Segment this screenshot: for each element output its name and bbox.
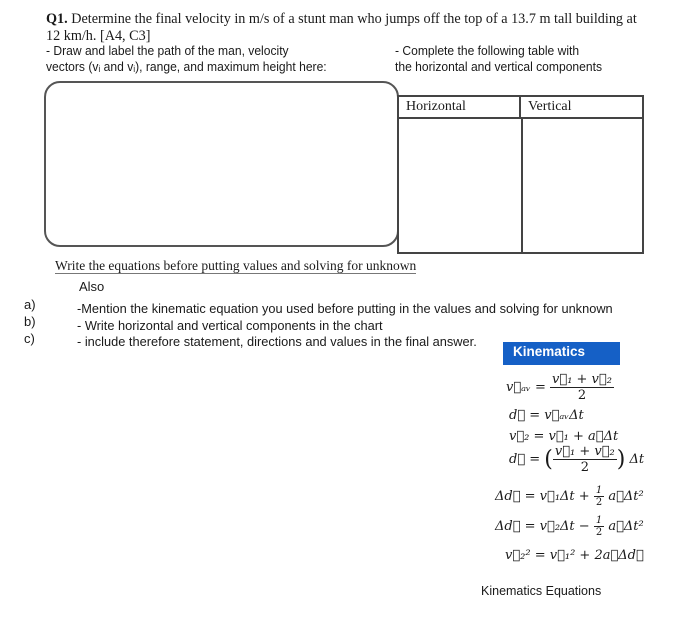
list-letter-a: a) [24, 297, 36, 312]
write-equations-text: Write the equations before putting values and solving for unknown [55, 258, 417, 273]
table-header-horizontal: Horizontal [399, 97, 521, 119]
drawing-instruction-line-2: vectors (vᵢ and vᵢ), range, and maximum height here: [46, 59, 327, 74]
drawing-area[interactable] [44, 81, 399, 247]
question-text: Determine the final velocity in m/s of a stunt man who jumps off the top of a 13.7 m tall building at 12 km/h. [A4, C3] [46, 11, 637, 44]
eq4-fraction [553, 444, 617, 475]
eq1-denominator: 2 [577, 388, 587, 403]
vertical-cell[interactable] [523, 119, 642, 252]
question-number: Q1. [46, 11, 68, 27]
question-title [46, 11, 646, 45]
also-label: Also [79, 279, 105, 294]
eq4-denominator: 2 [580, 460, 589, 475]
eq5-rhs: a⃗Δt² [608, 489, 644, 504]
kinematics-title: Kinematics [513, 344, 586, 359]
eq4-close-paren: ) [616, 447, 626, 472]
components-table [397, 95, 644, 254]
list-item-a: -Mention the kinematic equation you used before putting in the values and solving for unknown [77, 301, 613, 316]
list-letter-c: c) [24, 331, 35, 346]
equation-displacement-initial [495, 485, 644, 508]
kinematics-caption: Kinematics Equations [481, 584, 602, 598]
drawing-instructions [46, 43, 327, 75]
list-letter-b: b) [24, 314, 36, 329]
eq6-rhs: a⃗Δt² [608, 519, 644, 534]
table-instruction-line-2: the horizontal and vertical components [395, 59, 602, 74]
list-item-b: - Write horizontal and vertical components in the chart [77, 318, 383, 333]
table-header-vertical: Vertical [521, 97, 642, 119]
eq6-half-den: 2 [595, 527, 603, 538]
eq4-open-paren: ( [544, 447, 553, 472]
eq6-half [594, 515, 604, 538]
table-instruction-line-1: - Complete the following table with [395, 43, 580, 58]
equation-average-velocity [506, 372, 614, 403]
eq5-half-den: 2 [595, 497, 603, 508]
eq4-rhs: Δt [629, 452, 645, 467]
table-instructions [395, 43, 602, 75]
eq1-fraction [550, 372, 614, 403]
equation-velocity-squared: v⃗₂² = v⃗₁² + 2a⃗Δd⃗ [505, 548, 644, 563]
equation-displacement-final [495, 515, 644, 538]
equation-displacement: d⃗ = v⃗ₐᵥΔt [509, 408, 584, 423]
eq1-lhs: v⃗ₐᵥ = [506, 380, 546, 395]
eq1-numerator: v⃗₁ + v⃗₂ [552, 372, 612, 387]
write-equations-instruction [55, 258, 416, 274]
eq6-half-num: 1 [595, 515, 603, 526]
eq4-lhs: d⃗ = [509, 452, 541, 467]
equation-final-velocity: v⃗₂ = v⃗₁ + a⃗Δt [509, 429, 619, 444]
list-item-c: - include therefore statement, directions and values in the final answer. [77, 334, 477, 349]
eq5-half-num: 1 [595, 485, 603, 496]
drawing-instruction-line-1: - Draw and label the path of the man, velocity [46, 43, 289, 58]
eq5-lhs: Δd⃗ = v⃗₁Δt + [495, 489, 590, 504]
equation-displacement-average [509, 444, 644, 475]
eq4-numerator: v⃗₁ + v⃗₂ [554, 444, 615, 459]
eq5-half [594, 485, 604, 508]
horizontal-cell[interactable] [399, 119, 521, 252]
eq6-lhs: Δd⃗ = v⃗₂Δt − [495, 519, 590, 534]
